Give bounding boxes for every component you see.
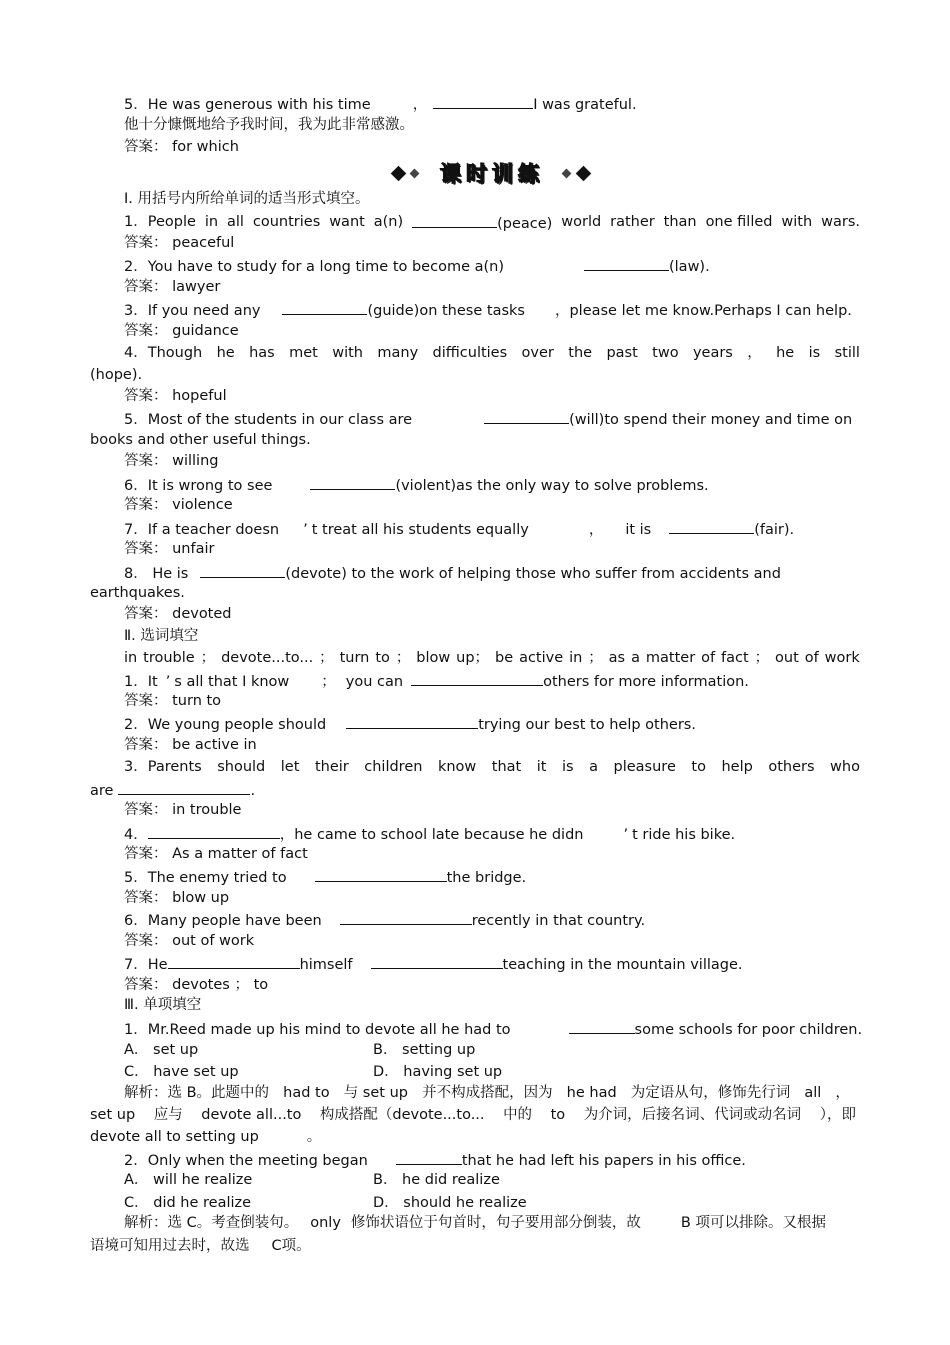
- diamond-icon: [391, 166, 407, 182]
- answer-blank: [200, 562, 285, 578]
- s1-q5: 5．Most of the students in our class are (will)to spend their money and time on: [124, 408, 852, 430]
- answer-blank: [371, 953, 503, 969]
- s3-q2-option-d: D． should he realize: [373, 1195, 527, 1211]
- s3-q2-option-b: B． he did realize: [373, 1172, 500, 1188]
- answer-blank: [412, 212, 497, 228]
- s3-q1-option-b: B． setting up: [373, 1042, 476, 1058]
- s2-q7: 7．He himself teaching in the mountain village.: [124, 953, 743, 975]
- s2-q3-cont: are .: [90, 779, 255, 801]
- s2-q6-answer: 答案： out of work: [124, 933, 255, 949]
- s2-q7-answer: 答案： devotes ； to: [124, 977, 269, 993]
- carry-q5: 5．He was generous with his time ， I was grateful.: [124, 93, 637, 115]
- s3-q1-explanation-1: 解析：选 B。此题中的 had to 与 set up 并不构成搭配，因为 he had 为定语从句，修饰先行词 all ，: [124, 1085, 850, 1101]
- s3-q2-explanation-2: 语境可知用过去时，故选 C项。: [90, 1238, 311, 1254]
- s3-q2-option-a: A． will he realize: [124, 1172, 253, 1188]
- s1-q7-answer: 答案： unfair: [124, 541, 215, 557]
- answer-blank: [168, 953, 300, 969]
- answer-blank: [669, 518, 754, 534]
- answer-blank: [315, 866, 447, 882]
- s2-q5-answer: 答案： blow up: [124, 890, 230, 906]
- s2-q4: 4． ，he came to school late because he didn ’ t ride his bike.: [124, 823, 735, 845]
- answer-blank: [484, 408, 569, 424]
- s1-q4-cont: (hope).: [90, 367, 143, 383]
- s1-q5-cont: books and other useful things.: [90, 432, 311, 448]
- section-2-heading: Ⅱ. 选词填空: [124, 628, 199, 644]
- diamond-icon: [576, 166, 592, 182]
- answer-blank: [584, 255, 669, 271]
- s1-q8-cont: earthquakes.: [90, 585, 185, 601]
- section-3-heading: Ⅲ. 单项填空: [124, 997, 202, 1013]
- s3-q2-option-c: C． did he realize: [124, 1195, 252, 1211]
- s3-q2: 2．Only when the meeting began that he had left his papers in his office.: [124, 1149, 746, 1171]
- s3-q1-option-c: C． have set up: [124, 1064, 239, 1080]
- carry-q5-answer: 答案： for which: [124, 139, 239, 155]
- answer-blank: [310, 474, 395, 490]
- s1-q3-answer: 答案： guidance: [124, 323, 239, 339]
- diamond-small-icon: [410, 169, 420, 179]
- answer-blank: [346, 713, 478, 729]
- s3-q1-explanation-2: set up 应与 devote all...to 构成搭配（devote...to... 中的 to 为介词，后接名词、代词或动名词 ），即: [90, 1107, 856, 1123]
- answer-blank: [340, 909, 472, 925]
- s2-q3: 3．Parents should let their children know that it is a pleasure to help others who: [124, 759, 860, 775]
- answer-blank: [433, 93, 533, 109]
- answer-blank: [118, 779, 250, 795]
- s2-q2-answer: 答案： be active in: [124, 737, 257, 753]
- carry-q5-translation: 他十分慷慨地给予我时间，我为此非常感激。: [124, 117, 414, 133]
- s1-q6-answer: 答案： violence: [124, 497, 233, 513]
- s3-q1-option-d: D． having set up: [373, 1064, 503, 1080]
- answer-blank: [282, 299, 367, 315]
- s2-word-bank: in trouble ； devote...to... ； turn to ； blow up； be active in ； as a matter of fact ； out of work: [124, 650, 860, 666]
- section-banner: [391, 160, 593, 188]
- s2-q5: 5．The enemy tried to the bridge.: [124, 866, 526, 888]
- s1-q8-answer: 答案： devoted: [124, 606, 232, 622]
- s3-q2-explanation-1: 解析：选 C。考查倒装句。 only 修饰状语位于句首时，句子要用部分倒装，故 B 项可以排除。又根据: [124, 1215, 826, 1231]
- s1-q1-answer: 答案： peaceful: [124, 235, 235, 251]
- s2-q6: 6．Many people have been recently in that country.: [124, 909, 645, 931]
- answer-blank: [411, 670, 543, 686]
- s1-q3: 3．If you need any (guide)on these tasks ，please let me know.Perhaps I can help.: [124, 299, 852, 321]
- s1-q4-answer: 答案： hopeful: [124, 388, 227, 404]
- s1-q1: 1．People in all countries want a(n) (peace) world rather than one filled with wars.: [124, 214, 860, 232]
- answer-blank: [148, 823, 280, 839]
- answer-blank: [396, 1149, 462, 1165]
- s1-q2: 2．You have to study for a long time to become a(n) (law).: [124, 255, 710, 277]
- s1-q8: 8． He is (devote) to the work of helping those who suffer from accidents and: [124, 562, 781, 584]
- s2-q3-answer: 答案： in trouble: [124, 802, 242, 818]
- s1-q5-answer: 答案： willing: [124, 453, 219, 469]
- section-1-heading: Ⅰ. 用括号内所给单词的适当形式填空。: [124, 191, 370, 207]
- banner-title: 课时训练: [440, 161, 544, 186]
- diamond-small-icon: [562, 169, 572, 179]
- s1-q6: 6．It is wrong to see (violent)as the only way to solve problems.: [124, 474, 709, 496]
- s1-q4: 4．Though he has met with many difficulties over the past two years ， he is still: [124, 345, 860, 361]
- s2-q1-answer: 答案： turn to: [124, 693, 222, 709]
- s1-q2-answer: 答案： lawyer: [124, 279, 221, 295]
- s2-q2: 2．We young people should trying our best to help others.: [124, 713, 696, 735]
- s3-q1: 1．Mr.Reed made up his mind to devote all he had to some schools for poor children.: [124, 1018, 862, 1040]
- s3-q1-option-a: A． set up: [124, 1042, 199, 1058]
- s2-q4-answer: 答案： As a matter of fact: [124, 846, 308, 862]
- s3-q1-explanation-3: devote all to setting up 。: [90, 1129, 322, 1145]
- s2-q1: 1．It ’ s all that I know ； you can others for more information.: [124, 670, 749, 692]
- s1-q7: 7．If a teacher doesn ’ t treat all his students equally ， it is (fair).: [124, 518, 794, 540]
- answer-blank: [569, 1018, 635, 1034]
